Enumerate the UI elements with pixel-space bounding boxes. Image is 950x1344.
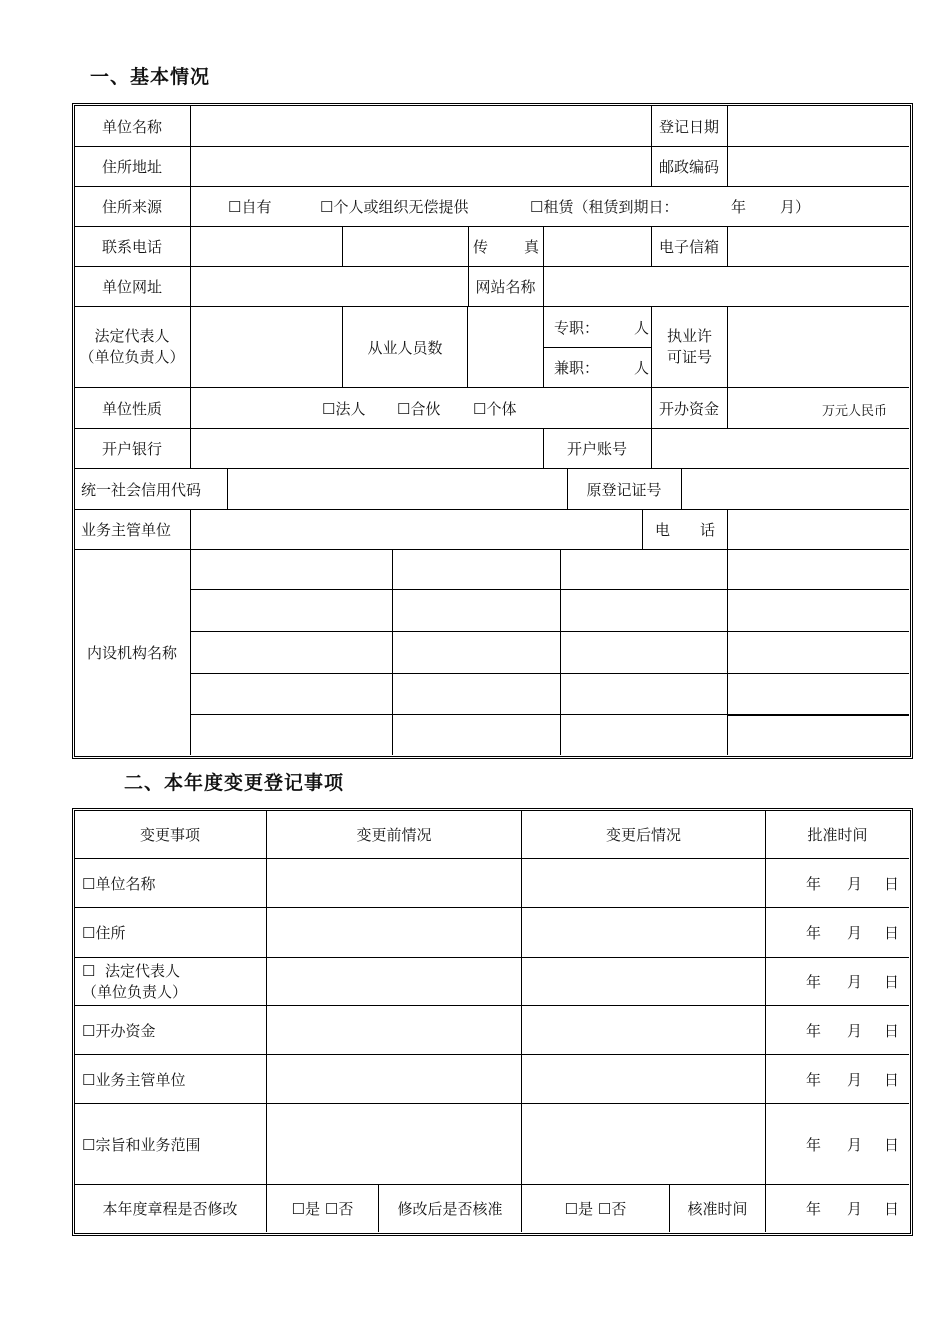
item-legal-rep-line2: （单位负责人） bbox=[82, 982, 188, 1001]
header-before: 变更前情况 bbox=[356, 826, 432, 844]
bank-field[interactable] bbox=[191, 429, 543, 468]
website-field[interactable] bbox=[191, 267, 468, 306]
tel-label-part1: 电 bbox=[655, 521, 671, 539]
fax-label bbox=[469, 227, 543, 266]
credit-code-label: 统一社会信用代码 bbox=[81, 480, 202, 499]
legal-rep-label bbox=[74, 307, 190, 387]
approval-date-row4[interactable] bbox=[766, 1006, 909, 1054]
date-day: 日 bbox=[883, 874, 899, 893]
date-month: 月 bbox=[846, 1200, 862, 1218]
header-approval-time: 批准时间 bbox=[807, 826, 868, 844]
approved-after-label: 修改后是否核准 bbox=[397, 1200, 503, 1218]
license-field[interactable] bbox=[728, 307, 909, 387]
internal-orgs-label: 内设机构名称 bbox=[86, 644, 177, 662]
license-line1: 执业许 bbox=[666, 327, 712, 345]
postcode-label: 邮政编码 bbox=[658, 158, 719, 176]
email-label: 电子信箱 bbox=[658, 238, 719, 256]
legal-rep-line1: 法定代表人 bbox=[94, 327, 170, 345]
date-day: 日 bbox=[883, 924, 899, 942]
site-name-field[interactable] bbox=[544, 267, 909, 306]
item-capital-checkbox[interactable]: ☐开办资金 bbox=[82, 1021, 156, 1040]
date-month: 月 bbox=[846, 1070, 862, 1089]
account-label: 开户账号 bbox=[566, 440, 627, 458]
date-month: 月 bbox=[846, 973, 862, 991]
item-supervisor-checkbox[interactable]: ☐业务主管单位 bbox=[82, 1070, 186, 1089]
account-field[interactable] bbox=[652, 429, 909, 468]
unit-name-field[interactable] bbox=[191, 106, 651, 146]
unit-type-label: 单位性质 bbox=[101, 399, 162, 418]
supervisor-label: 业务主管单位 bbox=[81, 521, 172, 539]
date-year: 年 bbox=[805, 1135, 821, 1154]
bank-label: 开户银行 bbox=[101, 440, 162, 458]
item-purpose-checkbox[interactable]: ☐宗旨和业务范围 bbox=[82, 1135, 201, 1154]
date-year: 年 bbox=[805, 1021, 821, 1040]
source-own-checkbox[interactable]: ☐自有 bbox=[228, 198, 272, 216]
license-line2: 可证号 bbox=[666, 348, 712, 366]
reg-date-field[interactable] bbox=[728, 106, 909, 146]
supervisor-tel-field[interactable] bbox=[728, 510, 909, 549]
rent-month-label: 月） bbox=[780, 198, 811, 216]
parttime-row[interactable] bbox=[544, 348, 651, 387]
date-day: 日 bbox=[883, 1200, 899, 1218]
item-address-checkbox[interactable]: ☐住所 bbox=[82, 924, 126, 942]
type-individual-checkbox[interactable]: ☐个体 bbox=[473, 399, 517, 418]
fulltime-unit: 人 bbox=[633, 318, 649, 337]
supervisor-tel-label bbox=[643, 510, 727, 549]
orig-reg-label: 原登记证号 bbox=[586, 480, 662, 499]
date-month: 月 bbox=[846, 924, 862, 942]
capital-unit: 万元人民币 bbox=[821, 403, 887, 419]
address-field[interactable] bbox=[191, 147, 651, 186]
address-label: 住所地址 bbox=[101, 158, 162, 176]
fax-label-part1: 传 bbox=[473, 238, 489, 256]
type-legal-checkbox[interactable]: ☐法人 bbox=[322, 399, 366, 418]
unit-name-label: 单位名称 bbox=[101, 117, 162, 136]
date-year: 年 bbox=[805, 1200, 821, 1218]
source-rent-checkbox[interactable]: ☐租赁（租赁到期日： bbox=[530, 198, 679, 216]
date-year: 年 bbox=[805, 924, 821, 942]
license-label bbox=[652, 307, 727, 387]
parttime-label: 兼职： bbox=[554, 359, 600, 377]
legal-rep-field[interactable] bbox=[191, 307, 342, 387]
approval-date-row5[interactable] bbox=[766, 1055, 909, 1103]
postcode-field[interactable] bbox=[728, 147, 909, 186]
fax-field[interactable] bbox=[544, 227, 651, 266]
item-unit-name-checkbox[interactable]: ☐单位名称 bbox=[82, 874, 156, 893]
address-source-label: 住所来源 bbox=[101, 198, 162, 216]
charter-modified-yes-no[interactable]: ☐是 ☐否 bbox=[291, 1200, 354, 1218]
staff-count-label: 从业人员数 bbox=[367, 338, 443, 357]
date-day: 日 bbox=[883, 1021, 899, 1040]
phone-label: 联系电话 bbox=[101, 238, 162, 256]
approval-time-date[interactable] bbox=[766, 1185, 909, 1232]
date-month: 月 bbox=[846, 1135, 862, 1154]
approval-date-row1[interactable] bbox=[766, 859, 909, 907]
date-year: 年 bbox=[805, 973, 821, 991]
staff-count-field[interactable] bbox=[468, 307, 543, 387]
approved-yes-no[interactable]: ☐是 ☐否 bbox=[564, 1200, 627, 1218]
date-month: 月 bbox=[846, 1021, 862, 1040]
header-change-item: 变更事项 bbox=[139, 826, 200, 844]
date-day: 日 bbox=[883, 1135, 899, 1154]
tel-label-part2: 话 bbox=[699, 521, 715, 539]
date-year: 年 bbox=[805, 874, 821, 893]
date-day: 日 bbox=[883, 973, 899, 991]
approval-time-label: 核准时间 bbox=[687, 1200, 748, 1218]
reg-date-label: 登记日期 bbox=[658, 117, 719, 136]
approval-date-row3[interactable] bbox=[766, 958, 909, 1005]
rent-year-label: 年 bbox=[731, 198, 747, 216]
item-legal-rep-line1: ☐ 法定代表人 bbox=[82, 961, 180, 980]
legal-rep-line2: （单位负责人） bbox=[79, 348, 185, 366]
source-free-checkbox[interactable]: ☐个人或组织无偿提供 bbox=[320, 198, 469, 216]
phone-field-1[interactable] bbox=[191, 227, 342, 266]
header-after: 变更后情况 bbox=[605, 826, 681, 844]
date-year: 年 bbox=[805, 1070, 821, 1089]
parttime-unit: 人 bbox=[633, 359, 649, 377]
charter-modified-label: 本年度章程是否修改 bbox=[102, 1200, 238, 1218]
supervisor-field[interactable] bbox=[191, 510, 642, 549]
fax-label-part2: 真 bbox=[523, 238, 539, 256]
phone-field-2[interactable] bbox=[343, 227, 468, 266]
type-partner-checkbox[interactable]: ☐合伙 bbox=[397, 399, 441, 418]
section2-title: 二、本年度变更登记事项 bbox=[124, 772, 345, 794]
date-day: 日 bbox=[883, 1070, 899, 1089]
fulltime-label: 专职： bbox=[554, 318, 600, 337]
item-legal-rep-checkbox[interactable] bbox=[78, 958, 266, 1005]
website-label: 单位网址 bbox=[101, 278, 162, 296]
approval-date-row6[interactable] bbox=[766, 1104, 909, 1184]
section1-title: 一、基本情况 bbox=[90, 66, 211, 88]
orig-reg-field[interactable] bbox=[682, 469, 909, 509]
approval-date-row2[interactable] bbox=[766, 908, 909, 957]
fulltime-row[interactable] bbox=[544, 307, 651, 347]
date-month: 月 bbox=[846, 874, 862, 893]
capital-label: 开办资金 bbox=[658, 399, 719, 418]
site-name-label: 网站名称 bbox=[475, 278, 536, 296]
email-field[interactable] bbox=[728, 227, 909, 266]
credit-code-field[interactable] bbox=[228, 469, 567, 509]
